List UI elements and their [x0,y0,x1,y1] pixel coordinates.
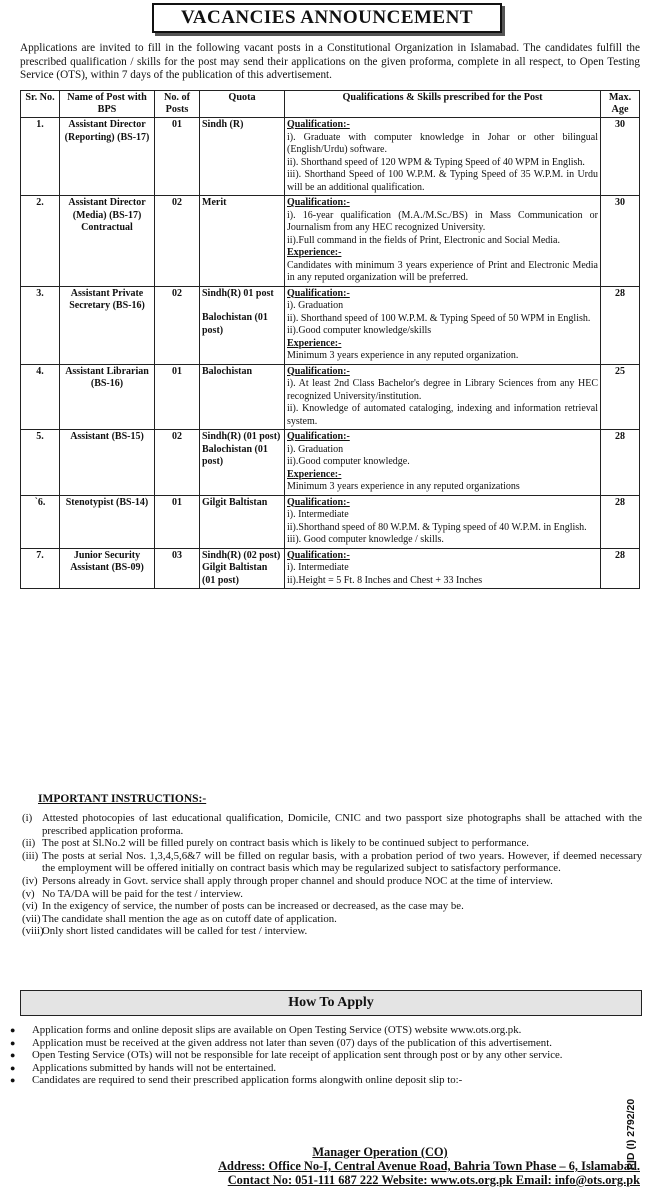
cell-quota: Sindh (R) [200,118,285,196]
cell-post-name: Junior Security Assistant (BS-09) [60,548,155,589]
apply-text: Candidates are required to send their prescribed application forms alongwith online deposit slip to:- [32,1074,463,1087]
instruction-text: Only short listed candidates will be called for test / interview. [42,925,308,938]
qualification-heading: Qualification:- [287,496,350,508]
cell-qualification [285,118,601,196]
cell-posts: 01 [155,364,200,430]
cell-quota: Sindh(R) (02 post) Gilgit Baltistan (01 post) [200,548,285,589]
qualification-line: ii).Good computer knowledge/skills [287,325,432,336]
header-age: Max. Age [601,91,640,118]
apply-text: Application forms and online deposit slips are available on Open Testing Service (OTS) website www.ots.org.pk. [32,1024,522,1036]
cell-qualification [285,495,601,548]
instruction-number: (ii) [22,837,36,850]
instruction-number: (vii) [22,912,41,925]
bullet-icon: ● [10,1025,16,1035]
instruction-number: (iii) [22,849,39,862]
header-name: Name of Post with BPS [60,91,155,118]
cell-max-age: 30 [601,118,640,196]
cell-posts: 02 [155,196,200,287]
instruction-text: Attested photocopies of last educational qualification, Domicile, CNIC and two passport size photographs shall be attached with the prescribed application proforma. [42,812,642,837]
cell-post-name: Stenotypist (BS-14) [60,495,155,548]
manager-title: Manager Operation (CO) [312,1145,448,1159]
apply-item [10,1062,640,1075]
instructions-title: IMPORTANT INSTRUCTIONS:- [38,793,207,805]
instruction-number: (i) [22,812,33,824]
quota-spacer [202,300,282,312]
cell-sr: 7. [21,548,60,589]
instruction-item [22,888,642,901]
cell-qualification [285,364,601,430]
apply-item [10,1074,640,1087]
bullet-icon: ● [10,1050,16,1061]
quota-line: Balochistan (01 post) [202,443,268,467]
qualification-line: i). Intermediate [287,562,349,573]
apply-item [10,1037,640,1050]
instruction-item [22,913,642,926]
bullet-icon: ● [10,1037,16,1048]
qualification-line: ii).Full command in the fields of Print, Electronic and Social Media. [287,234,560,246]
cell-max-age: 28 [601,548,640,589]
cell-max-age: 28 [601,430,640,496]
cell-posts: 03 [155,548,200,589]
qualification-heading: Qualification:- [287,119,350,130]
qualification-line: ii).Shorthand speed of 80 W.P.M. & Typing speed of 40 W.P.M. in English. [287,521,587,533]
qualification-heading: Qualification:- [287,197,350,208]
how-to-apply-heading: How To Apply [20,990,642,1016]
cell-qualification [285,548,601,589]
qualification-line: iii). Shorthand Speed of 100 W.P.M. & Typing Speed of 35 W.P.M. in Urdu will be an additional qualification. [287,169,598,193]
qualification-line: ii). Knowledge of automated cataloging, indexing and information retrieval system. [287,403,598,427]
qualification-line: i). 16-year qualification (M.A./M.Sc./BS) in Mass Communication or Journalism from any HEC recognized University. [287,209,598,233]
cell-post-name: Assistant Private Secretary (BS-16) [60,286,155,364]
qualification-line: ii). Shorthand speed of 120 WPM & Typing Speed of 40 WPM in English. [287,156,585,168]
cell-quota [200,286,285,364]
experience-heading: Experience:- [287,247,342,258]
qualification-line: ii). Shorthand speed of 100 W.P.M. & Typing Speed of 50 WPM in English. [287,312,591,324]
instruction-text: The posts at serial Nos. 1,3,4,5,6&7 will be filled on regular basis, with a probation period of two years. However, if deemed necessary the employment will be offered initially on contract basis which may be regularized subject to satisfactory performance. [42,849,642,875]
pid-number: PID (I) 2792/20 [625,1098,637,1170]
contact-line: Contact No: 051-111 687 222 Website: www.ots.org.pk Email: info@ots.org.pk [227,1173,640,1187]
instruction-text: In the exigency of service, the number of posts can be increased or decreased, as the case may be. [42,900,464,913]
qualification-line: iii). Good computer knowledge / skills. [287,534,444,545]
cell-post-name: Assistant Librarian (BS-16) [60,364,155,430]
vacancies-table [20,90,640,589]
qualification-line: i). At least 2nd Class Bachelor's degree in Library Sciences from any HEC recognized University/institution. [287,378,598,402]
table-row [21,118,640,196]
experience-heading: Experience:- [287,468,342,480]
cell-qualification [285,286,601,364]
qualification-line: i). Intermediate [287,509,349,520]
qualification-heading: Qualification:- [287,549,350,561]
instruction-number: (viii) [22,925,44,938]
apply-text: Application must be received at the given address not later than seven (07) days of the publication of this advertisement. [32,1036,552,1049]
qualification-heading: Qualification:- [287,287,350,299]
instruction-text: Persons already in Govt. service shall apply through proper channel and should produce NOC at the time of interview. [42,874,553,887]
cell-post-name: Assistant Director (Media) (BS-17) Contractual [60,196,155,287]
qualification-line: ii).Height = 5 Ft. 8 Inches and Chest + 33 Inches [287,574,483,586]
how-to-apply-list [10,1024,640,1087]
cell-quota [200,430,285,496]
cell-max-age: 30 [601,196,640,287]
bullet-icon: ● [10,1075,16,1086]
qualification-line: ii).Good computer knowledge. [287,456,410,467]
apply-text: Applications submitted by hands will not be entertained. [32,1061,277,1074]
instruction-item [22,837,642,850]
qualification-line: i). Graduation [287,443,344,455]
instruction-item [22,900,642,913]
instruction-number: (v) [22,887,35,900]
table-header-row [21,91,640,118]
header-posts: No. of Posts [155,91,200,118]
cell-max-age: 28 [601,495,640,548]
table-row [21,286,640,364]
cell-posts: 02 [155,430,200,496]
experience-line: Minimum 3 years experience in any reputed organizations [287,481,520,492]
instruction-item [22,850,642,875]
apply-item [10,1049,640,1062]
cell-quota: Merit [200,196,285,287]
cell-sr: 4. [21,364,60,430]
cell-qualification [285,196,601,287]
quota-line: Balochistan (01 post) [202,312,268,336]
table-row [21,430,640,496]
instruction-number: (vi) [22,900,38,913]
cell-posts: 02 [155,286,200,364]
cell-sr: `6. [21,495,60,548]
cell-posts: 01 [155,495,200,548]
cell-sr: 2. [21,196,60,287]
apply-text: Open Testing Service (OTs) will not be responsible for late receipt of application sent through post or by any other service. [32,1049,563,1062]
cell-sr: 3. [21,286,60,364]
experience-line: Minimum 3 years experience in any reputed organization. [287,350,519,361]
table-row [21,364,640,430]
experience-heading: Experience:- [287,337,342,349]
footer-contact-block [40,1145,640,1187]
qualification-line: i). Graduation [287,300,344,311]
cell-qualification [285,430,601,496]
table-row [21,196,640,287]
instruction-item [22,875,642,888]
qualification-line: i). Graduate with computer knowledge in Johar or other bilingual (English/Urdu) software. [287,131,598,155]
cell-quota: Balochistan [200,364,285,430]
quota-line: Sindh(R) 01 post [202,287,274,299]
experience-line: Candidates with minimum 3 years experience of Print and Electronic Media in any reputed organization will be preferred. [287,259,598,283]
instruction-item [22,812,642,837]
table-row [21,548,640,589]
qualification-heading: Qualification:- [287,431,350,442]
instruction-number: (iv) [22,874,38,887]
cell-sr: 5. [21,430,60,496]
instruction-text: The post at Sl.No.2 will be filled purely on contract basis which is likely to be continued subject to performance. [42,837,529,850]
header-quota: Quota [200,91,285,118]
cell-post-name: Assistant (BS-15) [60,430,155,496]
quota-line: Sindh(R) (01 post) [202,431,281,442]
header-qualification: Qualifications & Skills prescribed for the Post [285,91,601,118]
cell-quota: Gilgit Baltistan [200,495,285,548]
instruction-text: No TA/DA will be paid for the test / interview. [42,887,243,900]
instructions-list [22,812,642,938]
page-title: VACANCIES ANNOUNCEMENT [152,3,502,33]
table-row [21,495,640,548]
instruction-text: The candidate shall mention the age as on cutoff date of application. [42,912,337,925]
intro-paragraph: Applications are invited to fill in the following vacant posts in a Constitutional Organization in Islamabad. The candidates fulfill the prescribed qualification / skills for the post may send their applications on the given proforma, complete in all respect, to Open Testing Service (OTS), within 7 days of the publication of this advertisement. [20,42,640,81]
qualification-heading: Qualification:- [287,365,350,377]
cell-max-age: 28 [601,286,640,364]
address-line: Address: Office No-I, Central Avenue Road, Bahria Town Phase – 6, Islamabad. [218,1159,640,1173]
cell-sr: 1. [21,118,60,196]
header-sr: Sr. No. [21,91,60,118]
instruction-item [22,925,642,938]
bullet-icon: ● [10,1062,16,1073]
cell-max-age: 25 [601,364,640,430]
cell-posts: 01 [155,118,200,196]
apply-item [10,1024,640,1037]
cell-post-name: Assistant Director (Reporting) (BS-17) [60,118,155,196]
